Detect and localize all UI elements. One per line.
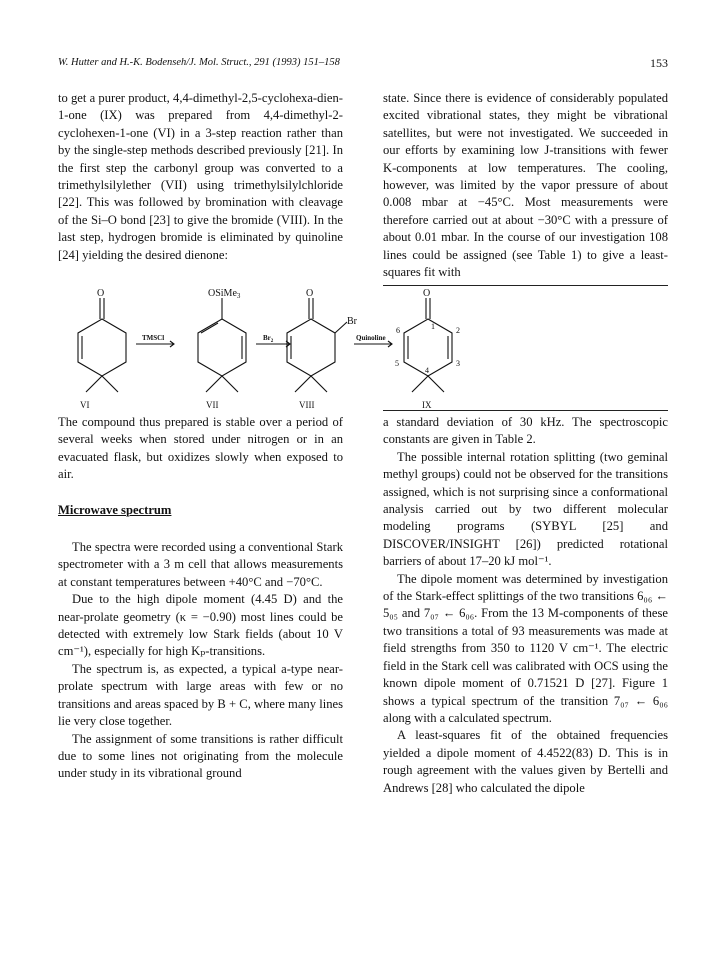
reaction-scheme	[58, 286, 668, 411]
reagent-br2: $Br_2$	[263, 334, 274, 344]
label-VII: VII	[206, 400, 219, 410]
section-heading-microwave: Microwave spectrum	[58, 502, 172, 517]
left-column-bottom	[58, 414, 343, 783]
left-column-top	[58, 90, 343, 264]
VIII-oxygen: O	[306, 288, 314, 299]
paragraph-stability: The compound thus prepared is stable over a period of several weeks when stored under nitrogen or in an evacuated flask, but oxidizes slowly when exposed to air.	[58, 415, 343, 482]
right-column-bottom	[383, 414, 668, 797]
paragraph-spectrum-type: The spectrum is, as expected, a typical a-type near-prolate spectrum with large areas with few or no transitions and areas spaced by B + C, where many lines lie very close together.	[58, 661, 343, 729]
VII-osime3: OSiMe$_3$	[208, 288, 241, 300]
paragraph-spectrometer: The spectra were recorded using a conventional Stark spectrometer with a 3 m cell that allows measurements at constant temperatures between +40°C and −70°C.	[58, 540, 343, 589]
scheme-bottom-rule	[383, 410, 668, 411]
paragraph-dipole-determination: The dipole moment was determined by investigation of the Stark-effect splittings of the two transitions 6₀₆ ← 5₀₅ and 7₀₇ ← 6₀₆. From the 13 M-components of these two transitions a total of 93 measurements was made at field strengths from 350 to 1120 V cm⁻¹. The electric field in the Stark cell was calibrated with OCS using the known dipole moment of 0.71521 D [27]. Figure 1 shows a typical spectrum of the transition 7₀₇ ← 6₀₆ along with a calculated spectrum.	[383, 571, 668, 725]
ring-number-3: 3	[456, 359, 460, 368]
paragraph-dipole-geometry: Due to the high dipole moment (4.45 D) and the near-prolate geometry (κ = −0.90) most lines could be detected with extremely low Stark fields (about 10 V cm⁻¹), especially for high Kₚ-transitions.	[58, 592, 343, 659]
structure-VI	[78, 298, 126, 392]
ring-number-1: 1	[431, 322, 435, 331]
structure-IX	[404, 298, 452, 392]
structure-VII	[198, 298, 246, 392]
paragraph-least-squares: A least-squares fit of the obtained frequencies yielded a dipole moment of 4.4522(83) D. This is in rough agreement with the values given by Bertelli and Andrews [28] who calculated the dipole	[383, 728, 668, 795]
VIII-bromine: Br	[347, 316, 357, 327]
structure-VIII	[287, 298, 347, 392]
ring-number-6: 6	[396, 326, 400, 335]
IX-oxygen: O	[423, 288, 431, 299]
ring-number-5: 5	[395, 359, 399, 368]
label-IX: IX	[422, 400, 432, 410]
VI-oxygen: O	[97, 288, 105, 299]
right-column-top	[383, 90, 668, 281]
paragraph-synthesis: to get a purer product, 4,4-dimethyl-2,5-cyclohexa-dien-1-one (IX) was prepared from 4,4-dimethyl-2-cyclohexen-1-one (VI) in a 3-step reaction rather than by the single-step methods described previously [21]. In the first step the carbonyl group was converted to a trimethylsilylether (VII) using trimethylsilylchloride [22]. This was followed by bromination with cleavage of the Si–O bond [23] to give the bromide (VIII). In the last step, hydrogen bromide is eliminated by quinoline [24] yielding the desired dienone:	[58, 91, 343, 262]
running-title: W. Hutter and H.-K. Bodenseh/J. Mol. Struct., 291 (1993) 151–158	[58, 57, 340, 68]
paragraph-internal-rotation: The possible internal rotation splitting (two geminal methyl groups) could not be observed for the transitions assigned, which is not surprising since a conformational analysis carried out by two different molecular modeling programs (SYBYL [25] and DISCOVER/INSIGHT [26]) predicted rotational barriers of about 17–20 kJ mol⁻¹.	[383, 449, 668, 569]
reagent-tmscl: TMSCl	[142, 334, 165, 342]
label-VIII: VIII	[299, 400, 315, 410]
label-VI: VI	[80, 400, 90, 410]
ring-number-4: 4	[425, 366, 429, 375]
page-number: 153	[650, 56, 668, 70]
paragraph-assignment: The assignment of some transitions is rather difficult due to some lines not originating from the molecule under study in its vibrational ground	[58, 731, 343, 781]
running-header	[58, 57, 668, 77]
paragraph-vibrational-states: state. Since there is evidence of considerably populated excited vibrational states, they might be vibrational satellites, but were not investigated. We succeeded in our efforts by examining low J-transitions with fewer K-components at low temperatures. The cooling, however, was limited by the vapor pressure of about 0.008 mbar at −45°C. Most measurements were therefore carried out at about −30°C with a pressure of about 0.01 mbar. In the course of our investigation 108 lines could be assigned (see Table 1) to give a least-squares fit with	[383, 91, 668, 280]
paragraph-standard-deviation: a standard deviation of 30 kHz. The spectroscopic constants are given in Table 2.	[383, 415, 668, 447]
ring-number-2: 2	[456, 326, 460, 335]
reagent-quinoline: Quinoline	[356, 334, 386, 342]
